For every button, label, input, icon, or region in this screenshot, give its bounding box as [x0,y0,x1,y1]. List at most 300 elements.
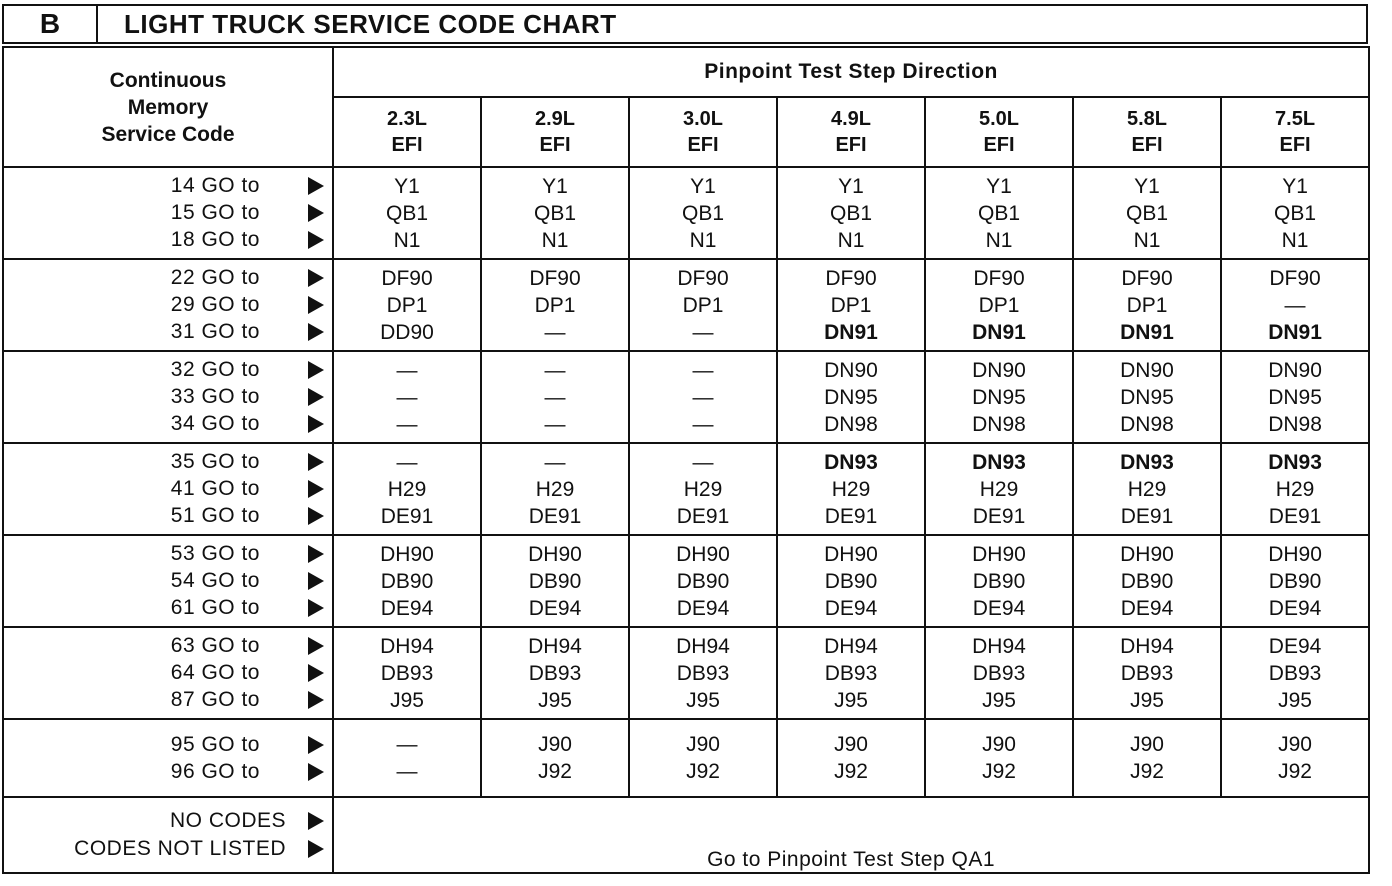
codes-not-listed-label: CODES NOT LISTED [74,837,286,860]
service-code-cell [3,719,333,797]
test-step-value: Y1 [986,174,1012,198]
test-step-value: DB93 [1268,661,1322,685]
engine-type: EFI [391,134,423,156]
test-step-value: DE94 [380,596,434,620]
test-step-value: DH94 [824,634,878,658]
test-step-cell [481,443,629,535]
test-step-value: DP1 [830,293,872,317]
test-step-value: N1 [393,228,421,252]
test-step-value: DE91 [1120,504,1174,528]
test-step-value: DE94 [676,596,730,620]
test-step-cell [1073,351,1221,443]
engine-size: 5.8L [1126,108,1168,130]
service-code-cell [3,259,333,351]
engine-type: EFI [983,134,1015,156]
test-step-cell [333,443,481,535]
right-arrow-icon [308,507,324,525]
test-step-value: J95 [982,688,1016,712]
test-step-cell [333,627,481,719]
test-step-cell [925,259,1073,351]
test-step-value: DN90 [972,358,1026,382]
test-step-value: J90 [686,733,720,756]
test-step-cell [333,535,481,627]
service-code-line [4,687,332,714]
test-step-value: DB90 [1120,569,1174,593]
service-code-line [4,227,332,254]
right-arrow-icon [308,480,324,498]
table-row [3,719,1369,797]
test-step-value: QB1 [1274,201,1317,225]
test-step-value: DF90 [677,266,729,290]
test-step-cell [777,351,925,443]
engine-type: EFI [1279,134,1311,156]
service-code-line [4,541,332,568]
test-step-cell [629,627,777,719]
engine-size: 4.9L [830,108,872,130]
table-body [3,167,1369,873]
test-step-value: DE91 [824,504,878,528]
test-step-value: DB93 [380,661,434,685]
test-step-value: DB90 [824,569,878,593]
test-step-value: DB93 [972,661,1026,685]
test-step-value: H29 [1275,477,1315,501]
service-code-cell [3,535,333,627]
engine-size: 5.0L [978,108,1020,130]
table-row [3,351,1369,443]
test-step-value: DN91 [824,320,878,344]
memory-code-header [3,47,333,167]
right-arrow-icon [308,691,324,709]
service-code-label: 87 GO to [170,688,260,711]
test-step-cell [481,535,629,627]
test-step-value: DN90 [1268,358,1322,382]
test-step-cell [629,259,777,351]
test-step-value: DE94 [1120,596,1174,620]
no-codes-label: NO CODES [169,809,286,832]
test-step-value: — [692,385,714,409]
test-step-value: DN95 [1268,385,1322,409]
test-step-value: N1 [1133,228,1161,252]
right-arrow-icon [308,177,324,195]
test-step-cell [1073,167,1221,259]
test-step-value: DP1 [534,293,576,317]
test-step-cell [333,259,481,351]
table-row [3,167,1369,259]
test-step-value: DH90 [1120,542,1174,566]
test-step-value: J95 [834,688,868,712]
service-code-line [4,173,332,200]
service-code-label: 34 GO to [170,412,260,435]
service-code-cell [3,627,333,719]
service-code-line [4,503,332,530]
right-arrow-icon [308,572,324,590]
service-code-label: 61 GO to [170,596,260,619]
test-step-value: J92 [982,760,1016,783]
test-step-value: J95 [390,688,424,712]
test-step-value: Y1 [1134,174,1160,198]
test-step-value: — [544,412,566,436]
test-step-value: — [692,450,714,474]
service-code-line [4,265,332,292]
test-step-value: DH94 [380,634,434,658]
test-step-value: — [396,385,418,409]
pinpoint-header: Pinpoint Test Step Direction [333,47,1369,97]
table-row [3,535,1369,627]
test-step-value: — [692,412,714,436]
right-arrow-icon [308,323,324,341]
memory-header-line3: Service Code [101,122,235,146]
test-step-value: DB93 [528,661,582,685]
test-step-value: J90 [1278,733,1312,756]
test-step-value: J92 [834,760,868,783]
test-step-cell [777,719,925,797]
test-step-value: DH94 [1120,634,1174,658]
service-code-table [2,46,1370,874]
test-step-value: DN93 [824,450,878,474]
no-codes-line [4,807,332,835]
right-arrow-icon [308,664,324,682]
test-step-value: DE91 [528,504,582,528]
footer-row [3,797,1369,873]
test-step-value: DP1 [386,293,428,317]
test-step-value: J90 [1130,733,1164,756]
test-step-value: DE94 [824,596,878,620]
test-step-value: DH90 [824,542,878,566]
test-step-cell [481,167,629,259]
test-step-value: DN90 [1120,358,1174,382]
test-step-value: DH94 [676,634,730,658]
engine-header [333,97,481,167]
test-step-cell [1221,259,1369,351]
test-step-value: DE91 [972,504,1026,528]
test-step-value: H29 [535,477,575,501]
test-step-cell [333,719,481,797]
service-code-label: 33 GO to [170,385,260,408]
service-code-cell [3,167,333,259]
engine-size: 2.3L [386,108,428,130]
test-step-value: J95 [538,688,572,712]
test-step-value: QB1 [977,201,1021,225]
test-step-cell [629,167,777,259]
test-step-value: DP1 [1126,293,1168,317]
test-step-value: J95 [686,688,720,712]
service-code-line [4,758,332,785]
service-code-line [4,411,332,438]
test-step-value: — [396,412,418,436]
test-step-value: DH90 [972,542,1026,566]
test-step-value: DB90 [1268,569,1322,593]
test-step-value: — [396,450,418,474]
test-step-cell [1073,259,1221,351]
test-step-value: J90 [538,733,572,756]
test-step-value: — [396,733,418,756]
test-step-value: — [1284,293,1306,317]
test-step-value: H29 [683,477,723,501]
default-instruction: Go to Pinpoint Test Step QA1 [333,797,1369,873]
test-step-value: — [396,760,418,783]
test-step-value: DE94 [528,596,582,620]
right-arrow-icon [308,736,324,754]
service-code-line [4,568,332,595]
engine-header [629,97,777,167]
test-step-value: DN93 [1120,450,1174,474]
service-code-label: 54 GO to [170,569,260,592]
engine-type: EFI [835,134,867,156]
service-code-line [4,384,332,411]
table-row [3,627,1369,719]
test-step-value: J90 [834,733,868,756]
test-step-value: QB1 [681,201,725,225]
test-step-value: DF90 [1121,266,1173,290]
service-code-label: 96 GO to [170,759,260,783]
service-code-label: 41 GO to [170,477,260,500]
service-code-label: 22 GO to [170,266,260,289]
test-step-value: H29 [979,477,1019,501]
engine-type: EFI [687,134,719,156]
test-step-value: N1 [541,228,569,252]
test-step-value: DE94 [1268,634,1322,658]
engine-type: EFI [1131,134,1163,156]
test-step-value: DN95 [1120,385,1174,409]
right-arrow-icon [308,204,324,222]
test-step-value: H29 [1127,477,1167,501]
test-step-value: DF90 [973,266,1025,290]
memory-header-line2: Memory [127,95,209,119]
test-step-value: DN98 [824,412,878,436]
test-step-cell [481,259,629,351]
test-step-value: DN93 [1268,450,1322,474]
right-arrow-icon [308,812,324,830]
test-step-cell [1073,627,1221,719]
test-step-cell [333,351,481,443]
test-step-value: N1 [689,228,717,252]
test-step-value: DP1 [978,293,1020,317]
test-step-cell [629,443,777,535]
test-step-value: QB1 [385,201,429,225]
service-code-line [4,292,332,319]
test-step-value: — [544,358,566,382]
test-step-cell [1221,535,1369,627]
test-step-cell [777,443,925,535]
test-step-value: J90 [982,733,1016,756]
test-step-value: DB90 [972,569,1026,593]
test-step-value: Y1 [1282,174,1308,198]
test-step-value: Y1 [394,174,420,198]
test-step-value: DB93 [1120,661,1174,685]
test-step-value: DN93 [972,450,1026,474]
right-arrow-icon [308,599,324,617]
service-code-label: 64 GO to [170,661,260,684]
test-step-cell [777,167,925,259]
engine-header [1221,97,1369,167]
test-step-value: DF90 [1269,266,1321,290]
test-step-cell [1073,535,1221,627]
test-step-value: DH90 [676,542,730,566]
test-step-value: DN95 [972,385,1026,409]
service-code-cell [3,351,333,443]
engine-header [925,97,1073,167]
service-code-line [4,595,332,622]
service-code-line [4,357,332,384]
right-arrow-icon [308,453,324,471]
test-step-cell [777,259,925,351]
engine-header [1073,97,1221,167]
test-step-value: DN91 [1120,320,1174,344]
service-code-label: 29 GO to [170,293,260,316]
test-step-cell [333,167,481,259]
service-code-cell [3,443,333,535]
test-step-value: DH90 [528,542,582,566]
test-step-cell [925,719,1073,797]
test-step-value: DB93 [676,661,730,685]
test-step-value: DE94 [972,596,1026,620]
test-step-cell [777,535,925,627]
engine-size: 3.0L [682,108,724,130]
engine-size: 2.9L [534,108,576,130]
service-code-label: 51 GO to [170,504,260,527]
chart-title: LIGHT TRUCK SERVICE CODE CHART [124,8,617,39]
test-step-cell [1221,627,1369,719]
engine-type: EFI [539,134,571,156]
test-step-value: J92 [686,760,720,783]
test-step-value: DN98 [1268,412,1322,436]
test-step-value: — [396,358,418,382]
test-step-value: DE91 [380,504,434,528]
service-code-label: 53 GO to [170,542,260,565]
service-code-line [4,731,332,758]
test-step-value: DP1 [682,293,724,317]
test-step-value: Y1 [838,174,864,198]
service-code-line [4,319,332,346]
test-step-cell [925,443,1073,535]
test-step-value: DB90 [528,569,582,593]
no-codes-cell [3,797,333,873]
codes-not-listed-line [4,835,332,863]
test-step-value: DE94 [1268,596,1322,620]
test-step-value: DF90 [825,266,877,290]
test-step-value: DN98 [972,412,1026,436]
test-step-value: — [544,385,566,409]
test-step-cell [1221,443,1369,535]
test-step-value: J92 [538,760,572,783]
service-code-line [4,200,332,227]
right-arrow-icon [308,388,324,406]
test-step-value: H29 [831,477,871,501]
right-arrow-icon [308,545,324,563]
right-arrow-icon [308,361,324,379]
table-row [3,259,1369,351]
service-code-line [4,476,332,503]
test-step-value: DE91 [1268,504,1322,528]
test-step-value: — [692,358,714,382]
test-step-cell [629,719,777,797]
test-step-value: J92 [1278,760,1312,783]
test-step-value: DB90 [380,569,434,593]
test-step-cell [925,351,1073,443]
test-step-value: N1 [837,228,865,252]
right-arrow-icon [308,415,324,433]
service-code-label: 18 GO to [170,228,260,251]
test-step-cell [629,351,777,443]
service-code-label: 95 GO to [170,732,260,756]
test-step-cell [1073,719,1221,797]
test-step-cell [925,535,1073,627]
test-step-value: N1 [985,228,1013,252]
engine-size: 7.5L [1275,108,1316,130]
service-code-label: 35 GO to [170,450,260,473]
test-step-cell [1073,443,1221,535]
test-step-value: QB1 [533,201,577,225]
service-code-label: 14 GO to [170,174,260,197]
service-code-line [4,633,332,660]
test-step-value: J92 [1130,760,1164,783]
test-step-value: DE91 [676,504,730,528]
test-step-value: DH94 [972,634,1026,658]
test-step-value: DB93 [824,661,878,685]
test-step-value: DD90 [380,320,434,344]
test-step-value: DH90 [380,542,434,566]
test-step-cell [629,535,777,627]
test-step-cell [1221,719,1369,797]
test-step-cell [777,627,925,719]
right-arrow-icon [308,763,324,781]
test-step-value: DH94 [528,634,582,658]
test-step-cell [925,627,1073,719]
section-letter: B [4,6,98,42]
test-step-value: — [544,450,566,474]
test-step-cell [925,167,1073,259]
test-step-value: DH90 [1268,542,1322,566]
test-step-cell [481,351,629,443]
right-arrow-icon [308,269,324,287]
service-code-label: 32 GO to [170,358,260,381]
test-step-value: QB1 [829,201,873,225]
service-code-line [4,449,332,476]
test-step-value: DN95 [824,385,878,409]
test-step-value: — [692,320,714,344]
test-step-value: DN91 [972,320,1026,344]
engine-header [481,97,629,167]
test-step-value: DB90 [676,569,730,593]
service-code-label: 63 GO to [170,634,260,657]
test-step-cell [481,627,629,719]
service-code-label: 31 GO to [170,320,260,343]
test-step-cell [1221,351,1369,443]
test-step-value: J95 [1130,688,1164,712]
table-row [3,443,1369,535]
test-step-value: N1 [1281,228,1309,252]
test-step-value: Y1 [542,174,568,198]
test-step-value: — [544,320,566,344]
engine-header [777,97,925,167]
right-arrow-icon [308,637,324,655]
test-step-value: DF90 [529,266,581,290]
test-step-value: DF90 [381,266,433,290]
right-arrow-icon [308,840,324,858]
test-step-cell [1221,167,1369,259]
right-arrow-icon [308,231,324,249]
service-code-line [4,660,332,687]
test-step-value: DN91 [1268,320,1322,344]
test-step-cell [481,719,629,797]
test-step-value: DN90 [824,358,878,382]
right-arrow-icon [308,296,324,314]
memory-header-line1: Continuous [109,68,227,92]
test-step-value: DN98 [1120,412,1174,436]
test-step-value: Y1 [690,174,716,198]
test-step-value: QB1 [1125,201,1169,225]
test-step-value: H29 [387,477,427,501]
